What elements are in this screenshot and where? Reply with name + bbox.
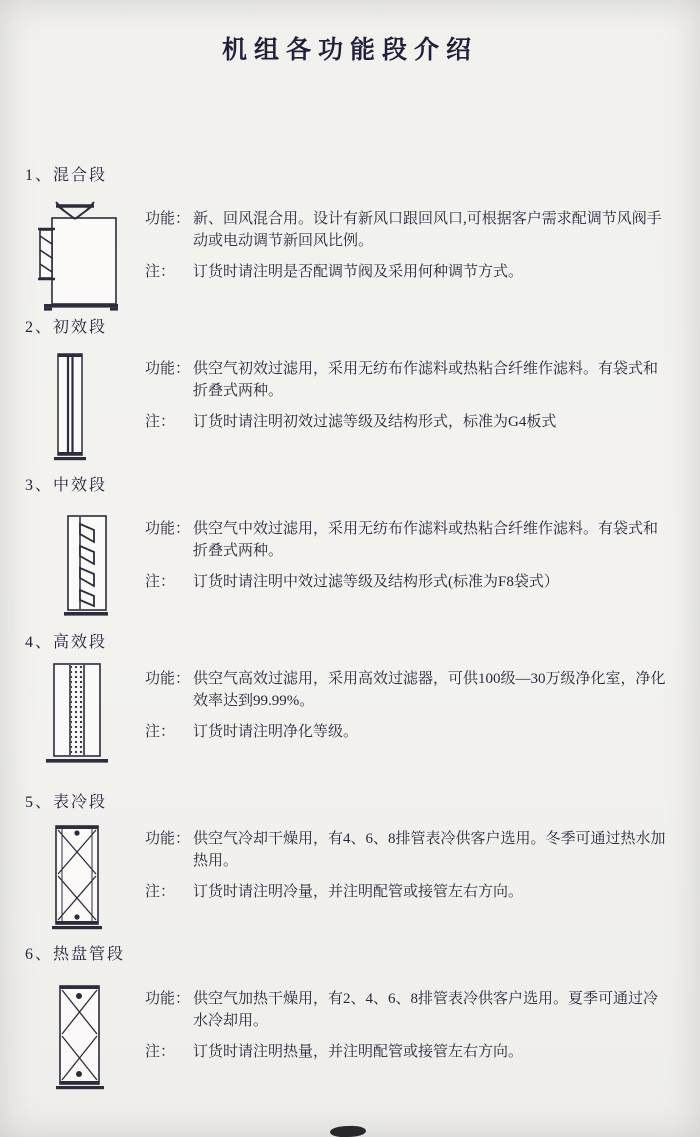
function-text: 供空气中效过滤用，采用无纺布作滤料或热粘合纤维作滤料。有袋式和折叠式两种。 [193,521,659,559]
heating-coil-diagram [53,980,107,1092]
section-text-2 [145,358,667,433]
note-text: 订货时请注明冷量，并注明配管或接管左右方向。 [193,884,524,900]
cooling-coil-diagram [48,820,106,932]
section-heading-3: 3、中效段 [25,477,108,494]
note-label: 注： [145,724,176,740]
note-entry [145,721,667,743]
function-label: 功能： [145,361,191,377]
note-entry [145,1041,667,1063]
function-label: 功能： [145,521,191,537]
note-label: 注： [145,264,176,280]
note-text: 订货时请注明初效过滤等级及结构形式，标准为G4板式 [193,414,557,430]
note-label: 注： [145,414,176,430]
scan-artifact-mark [330,1125,366,1137]
function-entry [145,828,667,872]
hepa-filter-diagram [44,660,110,770]
mixing-section-diagram [38,200,122,315]
section-text-6 [145,988,667,1063]
note-text: 订货时请注明中效过滤等级及结构形式(标准为F8袋式） [193,574,559,590]
note-entry [145,411,667,433]
function-entry [145,988,667,1032]
note-text: 订货时请注明是否配调节阀及采用何种调节方式。 [193,264,524,280]
section-text-3 [145,518,667,593]
function-label: 功能： [145,991,191,1007]
primary-filter-diagram [52,350,88,465]
function-entry [145,208,667,252]
function-label: 功能： [145,831,191,847]
section-text-1 [145,208,667,283]
function-text: 供空气冷却干燥用，有4、6、8排管表冷供客户选用。冬季可通过热水加热用。 [193,831,666,869]
section-heading-5: 5、表冷段 [25,794,108,811]
note-entry [145,881,667,903]
function-entry [145,668,667,712]
note-label: 注： [145,574,176,590]
section-heading-2: 2、初效段 [25,319,108,336]
section-heading-6: 6、热盘管段 [25,946,126,963]
function-entry [145,358,667,402]
note-label: 注： [145,1044,176,1060]
function-text: 供空气高效过滤用，采用高效过滤器，可供100级—30万级净化室，净化效率达到99.99%。 [193,671,666,709]
note-text: 订货时请注明净化等级。 [193,724,359,740]
section-heading-4: 4、高效段 [25,634,108,651]
note-entry [145,571,667,593]
note-label: 注： [145,884,176,900]
medium-filter-diagram [60,512,112,622]
section-text-5 [145,828,667,903]
section-text-4 [145,668,667,743]
function-label: 功能： [145,211,191,227]
function-label: 功能： [145,671,191,687]
function-text: 新、回风混合用。设计有新风口跟回风口,可根据客户需求配调节风阀手动或电动调节新回风比例。 [193,211,662,249]
page-title: 机组各功能段介绍 [221,37,478,64]
note-entry [145,261,667,283]
function-text: 供空气加热干燥用，有2、4、6、8排管表冷供客户选用。夏季可通过冷水冷却用。 [193,991,659,1029]
function-entry [145,518,667,562]
section-heading-1: 1、混合段 [25,167,108,184]
function-text: 供空气初效过滤用，采用无纺布作滤料或热粘合纤维作滤料。有袋式和折叠式两种。 [193,361,659,399]
note-text: 订货时请注明热量，并注明配管或接管左右方向。 [193,1044,524,1060]
